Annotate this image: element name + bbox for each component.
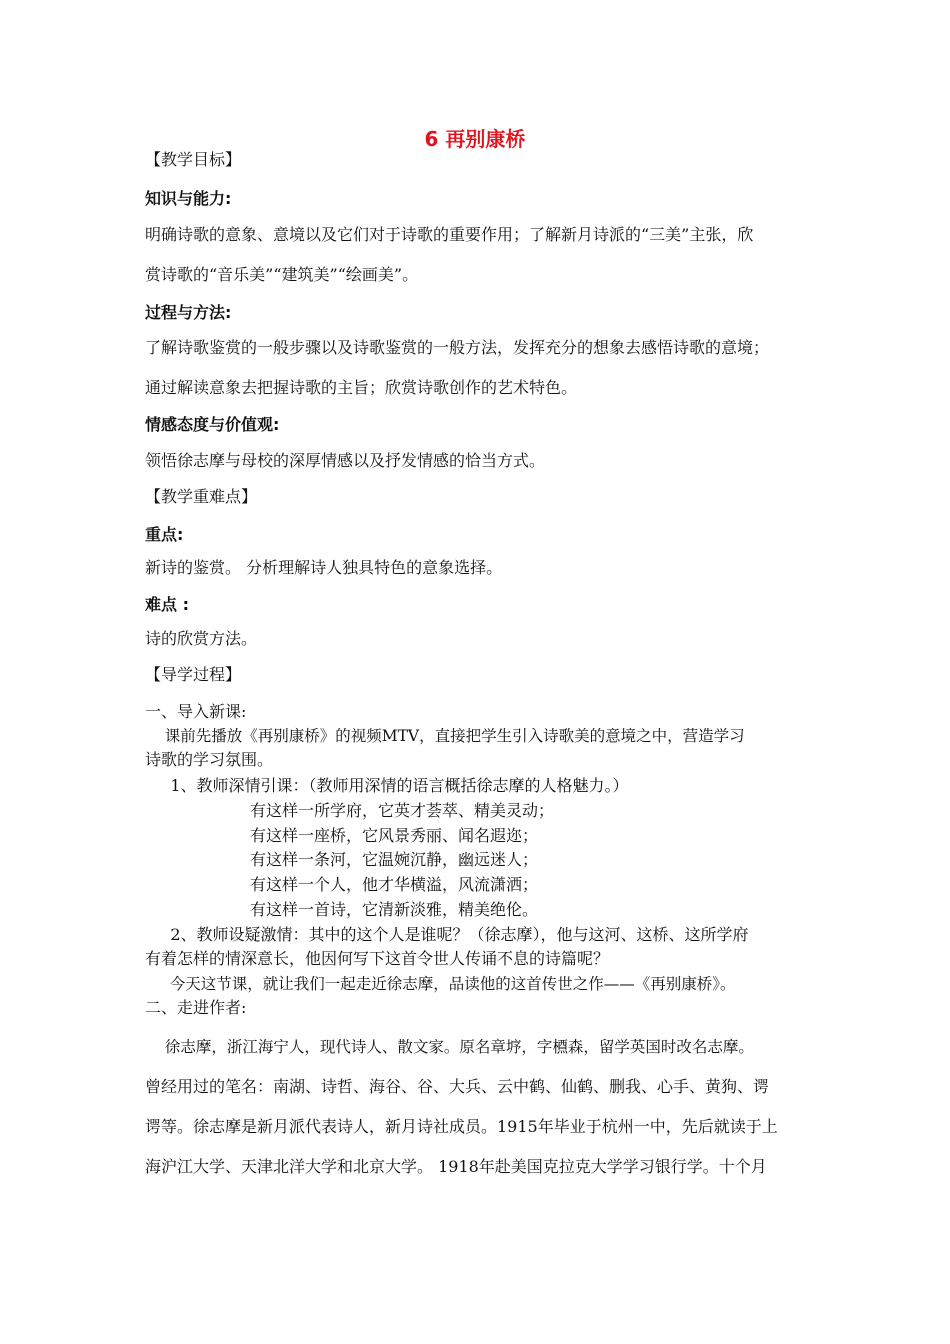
section1-today: 今天这节课，就让我们一起走近徐志摩，品读他的这首传世之作——《再别康桥》。 [150, 975, 736, 993]
section1-item2-line-2: 有着怎样的情深意长，他因何写下这首令世人传诵不息的诗篇呢？ [145, 949, 610, 968]
section1-heading: 一、导入新课: [145, 702, 247, 721]
process-line-2: 通过解读意象去把握诗歌的主旨；欣赏诗歌创作的艺术特色。 [145, 378, 578, 397]
section2-line-4: 海沪江大学、天津北洋大学和北京大学。 1918年赴美国克拉克大学学习银行学。十个月 [145, 1157, 767, 1176]
objectives-header: 【教学目标】 [145, 150, 242, 169]
section2-line-3: 谔等。徐志摩是新月派代表诗人，新月诗社成员。1915年毕业于杭州一中，先后就读于上 [145, 1117, 778, 1136]
key-header: 【教学重难点】 [145, 487, 258, 506]
section2-line-2: 曾经用过的笔名：南湖、诗哲、海谷、谷、大兵、云中鹤、仙鹤、删我、心手、黄狗、谔 [145, 1077, 770, 1096]
section1-item1: 1、教师深情引课：（教师用深情的语言概括徐志摩的人格魅力。） [150, 776, 629, 795]
section1-intro-line-2: 诗歌的学习氛围。 [145, 750, 274, 769]
page-title: 6 再别康桥 [424, 127, 526, 151]
section2-heading: 二、走进作者: [145, 998, 247, 1017]
process-header: 【导学过程】 [145, 665, 242, 684]
process-line-1: 了解诗歌鉴赏的一般步骤以及诗歌鉴赏的一般方法，发挥充分的想象去感悟诗歌的意境； [145, 338, 770, 357]
process-heading: 过程与方法: [145, 303, 232, 322]
section1-item2-line-1: 2、教师设疑激情：其中的这个人是谁呢？（徐志摩），他与这河、这桥、这所学府 [150, 925, 749, 944]
poem-line-3: 有这样一条河，它温婉沉静，幽远迷人； [250, 850, 539, 869]
key-points-heading: 重点: [145, 525, 184, 544]
difficult-points-heading: 难点 : [145, 595, 189, 614]
knowledge-line-2: 赏诗歌的“音乐美”“建筑美”“绘画美”。 [145, 265, 419, 284]
poem-line-5: 有这样一首诗，它清新淡雅，精美绝伦。 [250, 900, 539, 919]
poem-line-4: 有这样一个人，他才华横溢，风流潇洒； [250, 875, 539, 894]
poem-line-1: 有这样一所学府，它英才荟萃、精美灵动； [250, 801, 555, 820]
key-points-line: 新诗的鉴赏。 分析理解诗人独具特色的意象选择。 [145, 558, 503, 577]
section2-line-1: 徐志摩，浙江海宁人，现代诗人、散文家。原名章垿，字槱森，留学英国时改名志摩。 [155, 1038, 754, 1056]
knowledge-line-1: 明确诗歌的意象、意境以及它们对于诗歌的重要作用；了解新月诗派的“三美”主张，欣 [145, 225, 754, 244]
emotion-heading: 情感态度与价值观: [145, 415, 280, 434]
difficult-points-line: 诗的欣赏方法。 [145, 629, 258, 648]
emotion-line-1: 领悟徐志摩与母校的深厚情感以及抒发情感的恰当方式。 [145, 451, 546, 470]
knowledge-heading: 知识与能力: [145, 189, 232, 208]
section1-intro-line-1: 课前先播放《再别康桥》的视频MTV，直接把学生引入诗歌美的意境之中，营造学习 [145, 727, 745, 745]
poem-line-2: 有这样一座桥，它风景秀丽、闻名遐迩； [250, 826, 539, 845]
